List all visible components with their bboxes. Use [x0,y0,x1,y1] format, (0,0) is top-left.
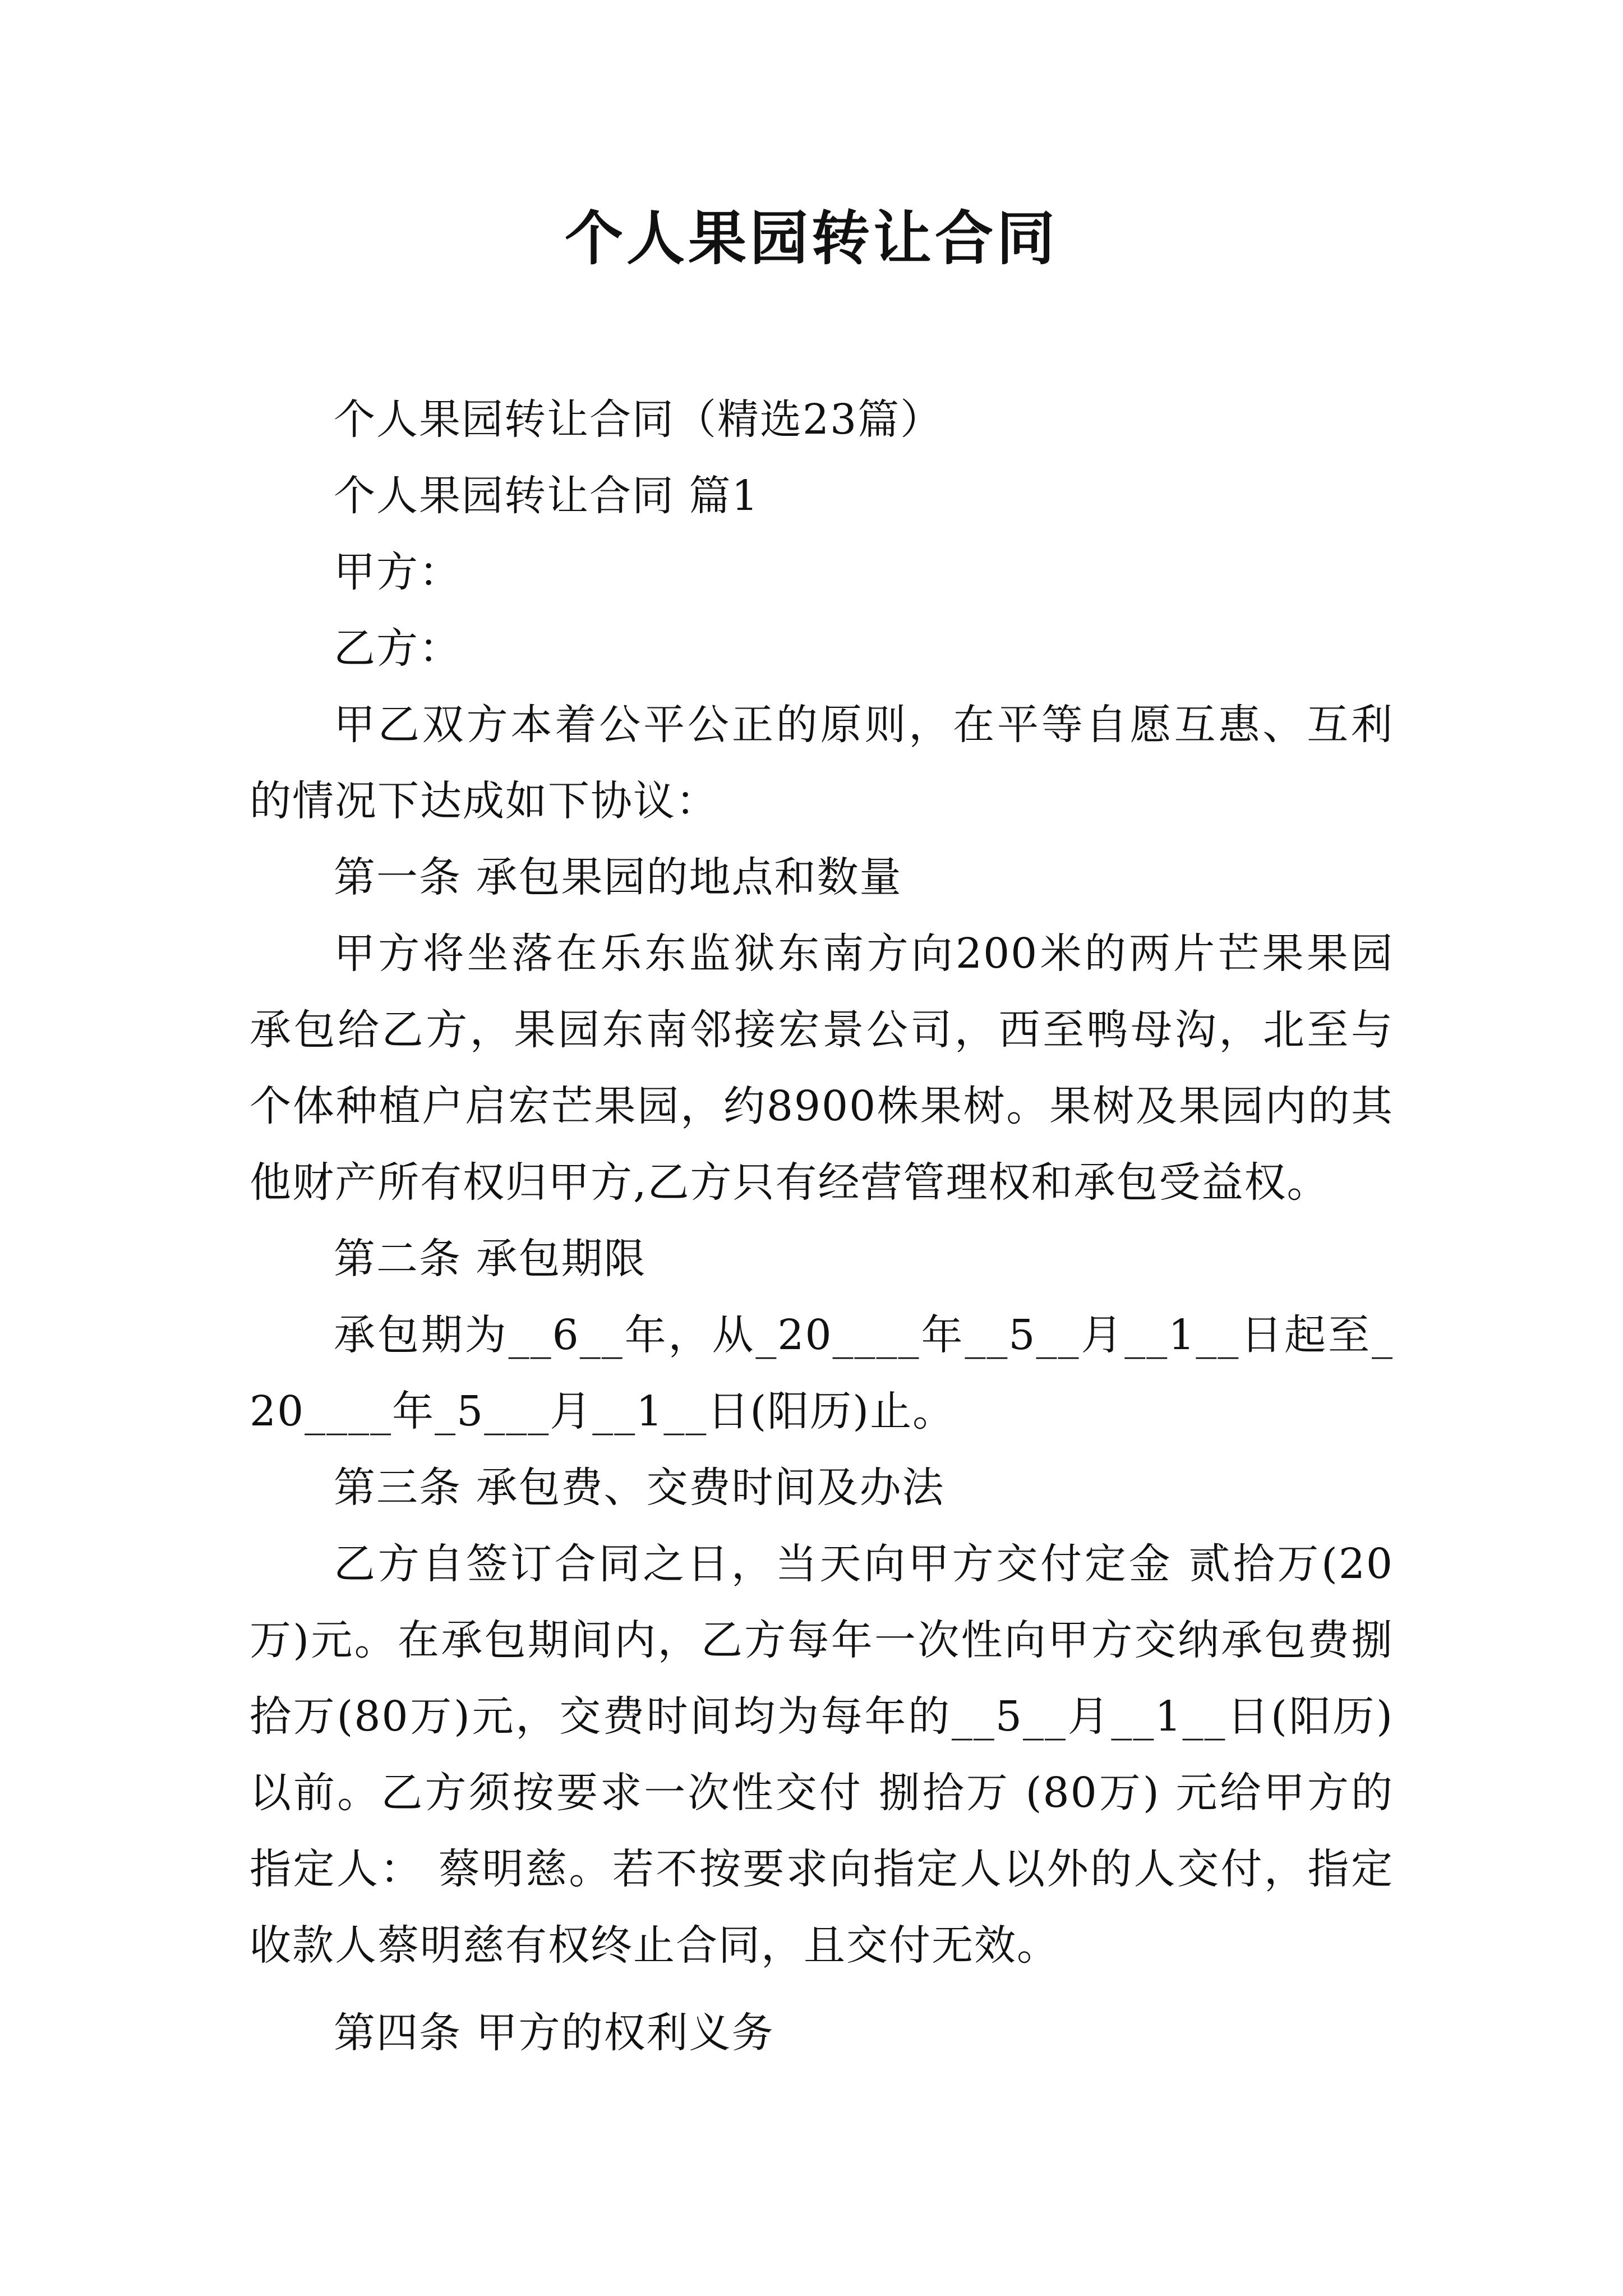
article-1-body: 甲方将坐落在乐东监狱东南方向200米的两片芒果果园承包给乙方，果园东南邻接宏景公司，西至鸭母沟，北至与个体种植户启宏芒果园，约8900株果树。果树及果园内的其他财产所有权归甲方,乙方只有经营管理权和承包受益权。 [250,930,1394,1207]
party-a-line: 甲方： [334,548,462,596]
article-2-heading: 第二条 承包期限 [334,1235,647,1283]
article-3-heading: 第三条 承包费、交费时间及办法 [334,1464,945,1512]
article-3-body: 乙方自签订合同之日，当天向甲方交付定金 贰拾万(20万)元。在承包期间内，乙方每年一次性向甲方交纳承包费捌拾万(80万)元，交费时间均为每年的__5__月__1__日(阳历)以前。乙方须按要求一次性交付 捌拾万 (80万) 元给甲方的指定人： 蔡明慈。若不按要求向指定人以外的人交付，指定收款人蔡明慈有权终止合同，且交付无效。 [250,1540,1394,1970]
document-title: 个人果园转让合同 [564,204,1058,273]
article-1-heading: 第一条 承包果园的地点和数量 [334,853,902,901]
article-2-body: 承包期为__6__年，从_20____年__5__月__1__日起至_20____年_5___月__1__日(阳历)止。 [250,1311,1394,1435]
document-body [250,381,1394,2071]
section-heading: 个人果园转让合同 篇1 [334,472,759,520]
party-b-line: 乙方： [334,624,462,673]
article-4-heading: 第四条 甲方的权利义务 [334,2009,774,2057]
preamble-paragraph: 甲乙双方本着公平公正的原则，在平等自愿互惠、互利的情况下达成如下协议： [250,701,1394,825]
subtitle-paragraph: 个人果园转让合同（精选23篇） [334,395,943,444]
